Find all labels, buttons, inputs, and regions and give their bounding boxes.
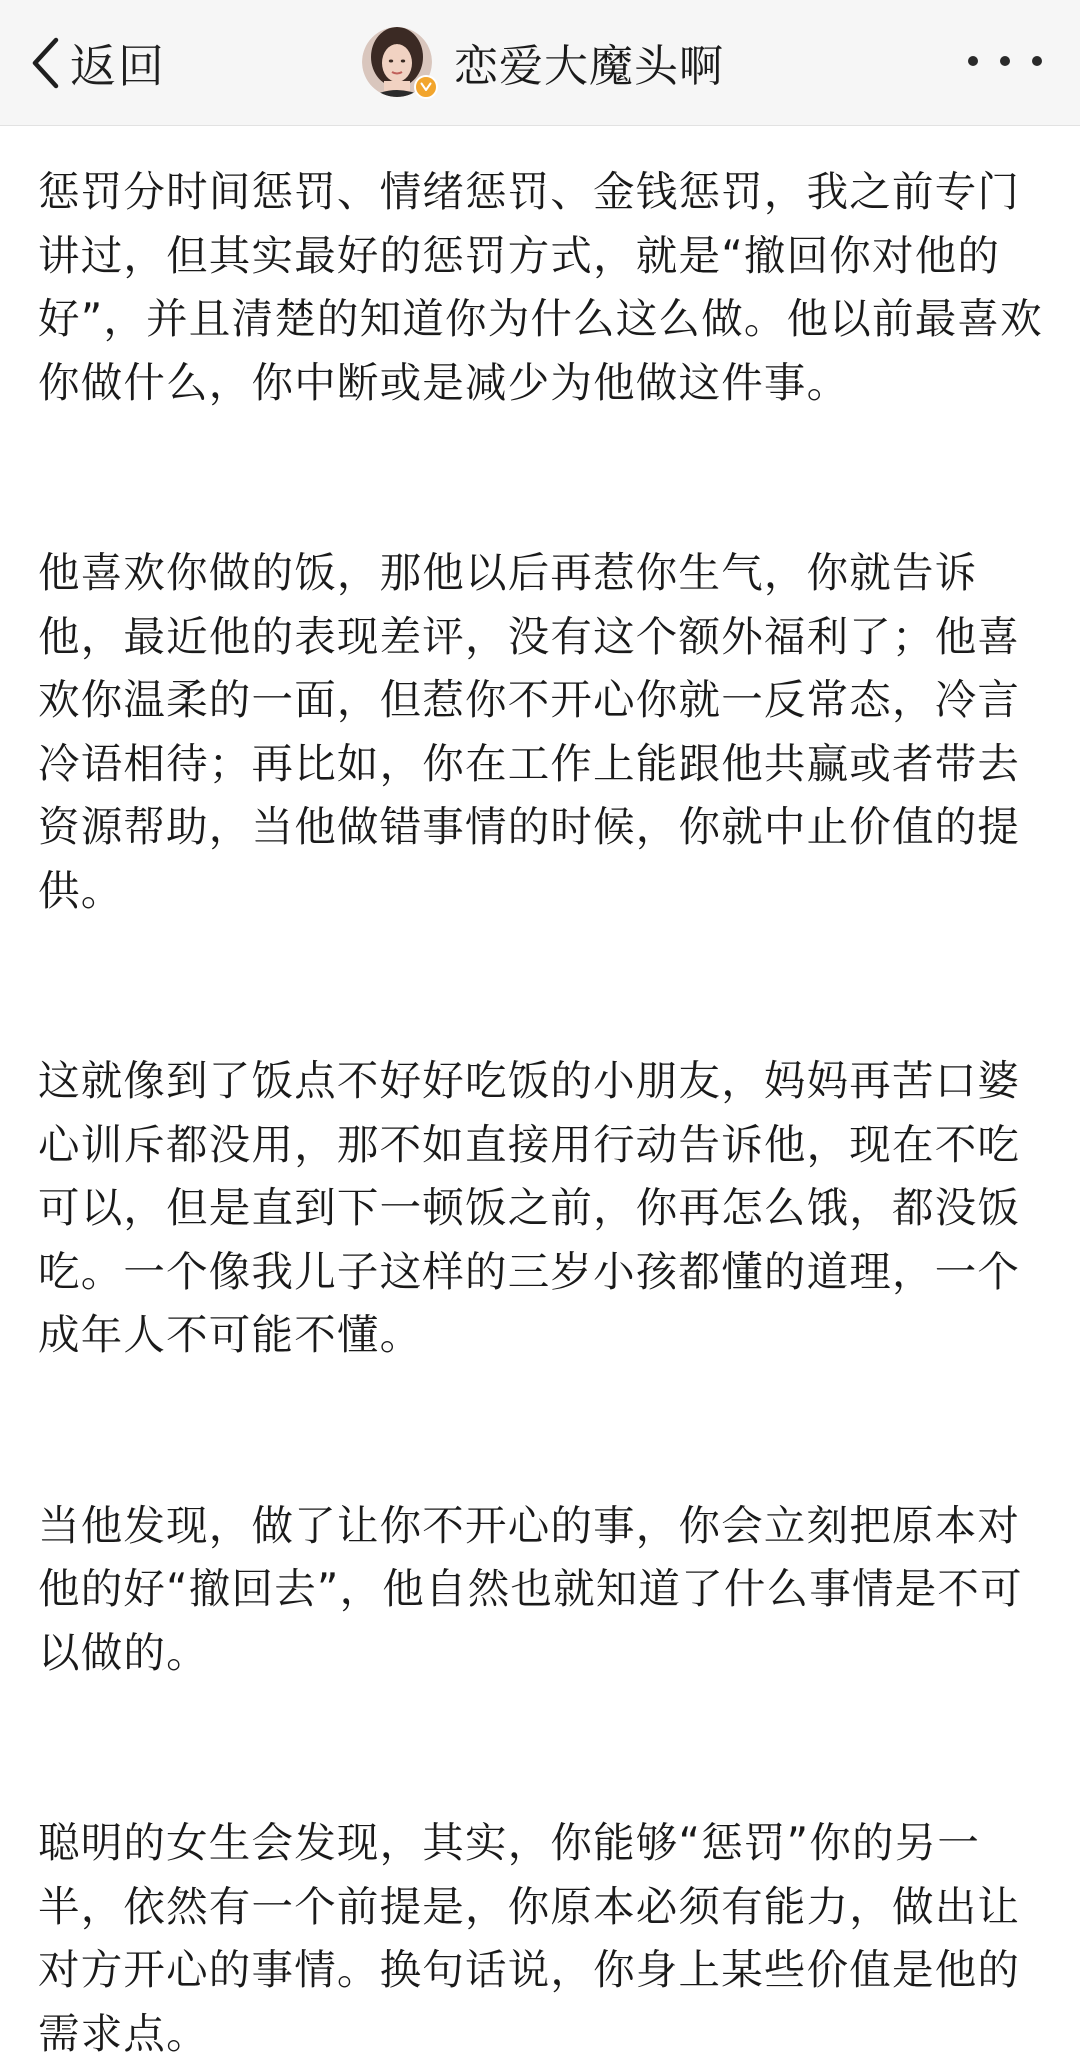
paragraph-gap	[38, 1367, 1048, 1494]
avatar[interactable]	[362, 27, 432, 97]
post-paragraph: 这就像到了饭点不好好吃饭的小朋友，妈妈再苦口婆心训斥都没用，那不如直接用行动告诉他，现在不吃可以，但是直到下一顿饭之前，你再怎么饿，都没饭吃。一个像我儿子这样的三岁小孩都懂的道理，一个成年人不可能不懂。	[38, 1056, 1021, 1359]
paragraph-gap	[38, 922, 1048, 1049]
chevron-left-icon	[30, 37, 60, 89]
verified-badge-icon	[414, 75, 438, 99]
paragraph-gap	[38, 414, 1048, 541]
post-paragraph: 他喜欢你做的饭，那他以后再惹你生气，你就告诉他，最近他的表现差评，没有这个额外福利了；他喜欢你温柔的一面，但惹你不开心你就一反常态，冷言冷语相待；再比如，你在工作上能跟他共赢或者带去资源帮助，当他做错事情的时候，你就中止价值的提供。	[38, 548, 1021, 915]
paragraph-gap	[38, 1684, 1048, 1811]
more-dots-icon	[1000, 56, 1010, 66]
post-paragraph: 惩罚分时间惩罚、情绪惩罚、金钱惩罚，我之前专门讲过，但其实最好的惩罚方式，就是“撤回你对他的好”，并且清楚的知道你为什么这么做。他以前最喜欢你做什么，你中断或是减少为他做这件事。	[38, 167, 1043, 407]
top-navigation-bar	[0, 0, 1080, 126]
post-paragraph: 聪明的女生会发现，其实，你能够“惩罚”你的另一半，依然有一个前提是，你原本必须有能力，做出让对方开心的事情。换句话说，你身上某些价值是他的需求点。	[38, 1818, 1021, 2058]
back-label: 返回	[70, 39, 166, 93]
post-content	[38, 160, 1048, 2065]
post-paragraph: 当他发现，做了让你不开心的事，你会立刻把原本对他的好“撤回去”，他自然也就知道了什么事情是不可以做的。	[38, 1500, 1023, 1677]
more-dots-icon	[968, 56, 978, 66]
author-profile[interactable]	[362, 26, 724, 98]
more-options-button[interactable]	[968, 46, 1042, 76]
author-name[interactable]: 恋爱大魔头啊	[454, 41, 724, 92]
more-dots-icon	[1032, 56, 1042, 66]
back-button[interactable]	[30, 28, 166, 98]
